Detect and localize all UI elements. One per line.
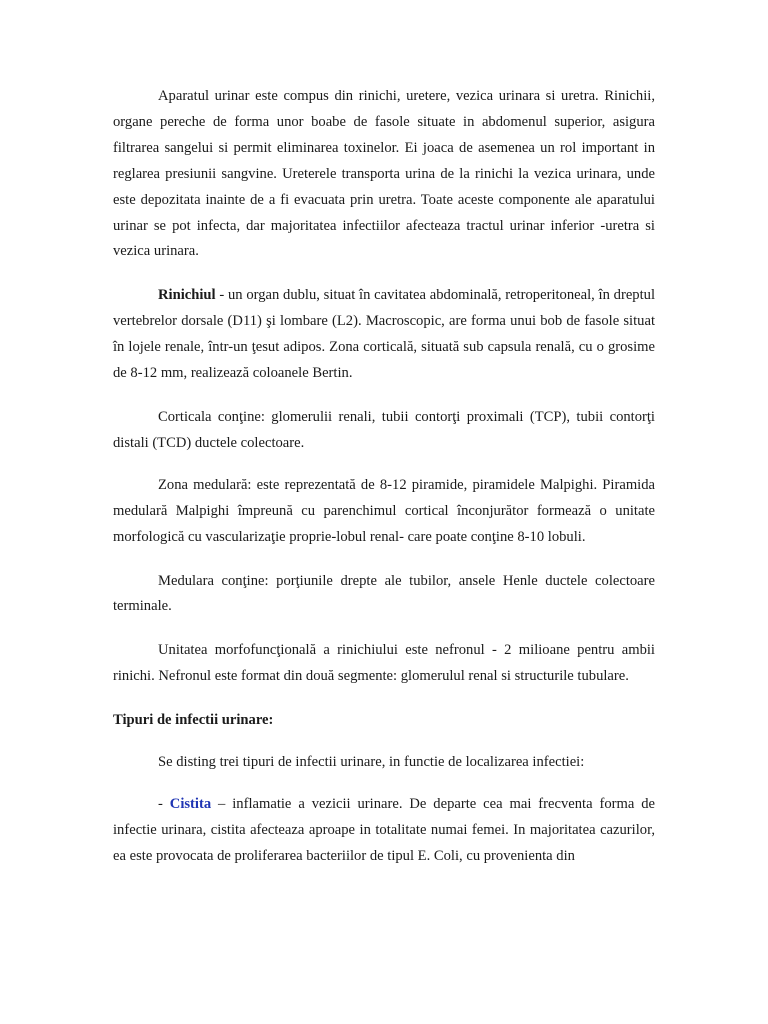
list-dash: - (158, 795, 170, 812)
paragraph-cystitis (113, 792, 655, 870)
document-page (113, 84, 655, 888)
paragraph-kidney (113, 283, 655, 387)
paragraph-medulla-contents: Medulara conţine: porţiunile drepte ale tubilor, ansele Henle ductele colectoare terminale. (113, 572, 655, 615)
paragraph-cystitis-text: – inflamatie a vezicii urinare. De departe cea mai frecventa forma de infectie urinara, cistita afecteaza aproape in totalitate numai femei. In majoritatea cazurilor, ea este provocata de proliferarea bacteriilor de tipul E. Coli, cu provenienta din (113, 795, 656, 864)
paragraph-infection-types-intro: Se disting trei tipuri de infectii urinare, in functie de localizarea infectiei: (158, 754, 585, 771)
paragraph-urinary-system: Aparatul urinar este compus din rinichi, uretere, vezica urinara si uretra. Rinichii, organe pereche de forma unor boabe de fasole situate in abdomenul superior, asigura filtrarea sangelui si permit eliminarea toxinelor. Ei joaca de asemenea un rol important in reglarea presiunii sangvine. Ureterele transporta urina de la rinichi la vezica urinara, unde este depozitata inainte de a fi evacuata prin uretra. Toate aceste componente ale aparatului urinar se pot infecta, dar majoritatea infectiilor afecteaza tractul urinar inferior -uretra si vezica urinara. (113, 88, 655, 260)
paragraph-cortex: Corticala conţine: glomerulii renali, tubii contorţi proximali (TCP), tubii contorţi distali (TCD) ductele colectoare. (113, 408, 655, 451)
paragraph-kidney-text: - un organ dublu, situat în cavitatea abdominală, retroperitoneal, în dreptul vertebrelor dorsale (D11) şi lombare (L2). Macroscopic, are forma unui bob de fasole situat în lojele renale, într-un ţesut adipos. Zona corticală, situată sub capsula renală, cu o grosime de 8-12 mm, realizează coloanele Bertin. (113, 287, 655, 382)
paragraph-medulla-zone: Zona medulară: este reprezentată de 8-12 piramide, piramidele Malpighi. Piramida medulară Malpighi împreună cu parenchimul cortical înconjurător formează o unitate morfologică cu vascularizaţie proprie-lobul renal- care poate conţine 8-10 lobuli. (113, 476, 655, 545)
term-rinichiul: Rinichiul (158, 287, 216, 304)
paragraph-nephron: Unitatea morfofuncţională a rinichiului este nefronul - 2 milioane pentru ambii rinichi. Nefronul este format din două segmente: glomerulul renal si structurile tubulare. (113, 642, 655, 685)
term-cistita: Cistita (169, 795, 212, 812)
section-heading: Tipuri de infectii urinare: (113, 712, 274, 729)
